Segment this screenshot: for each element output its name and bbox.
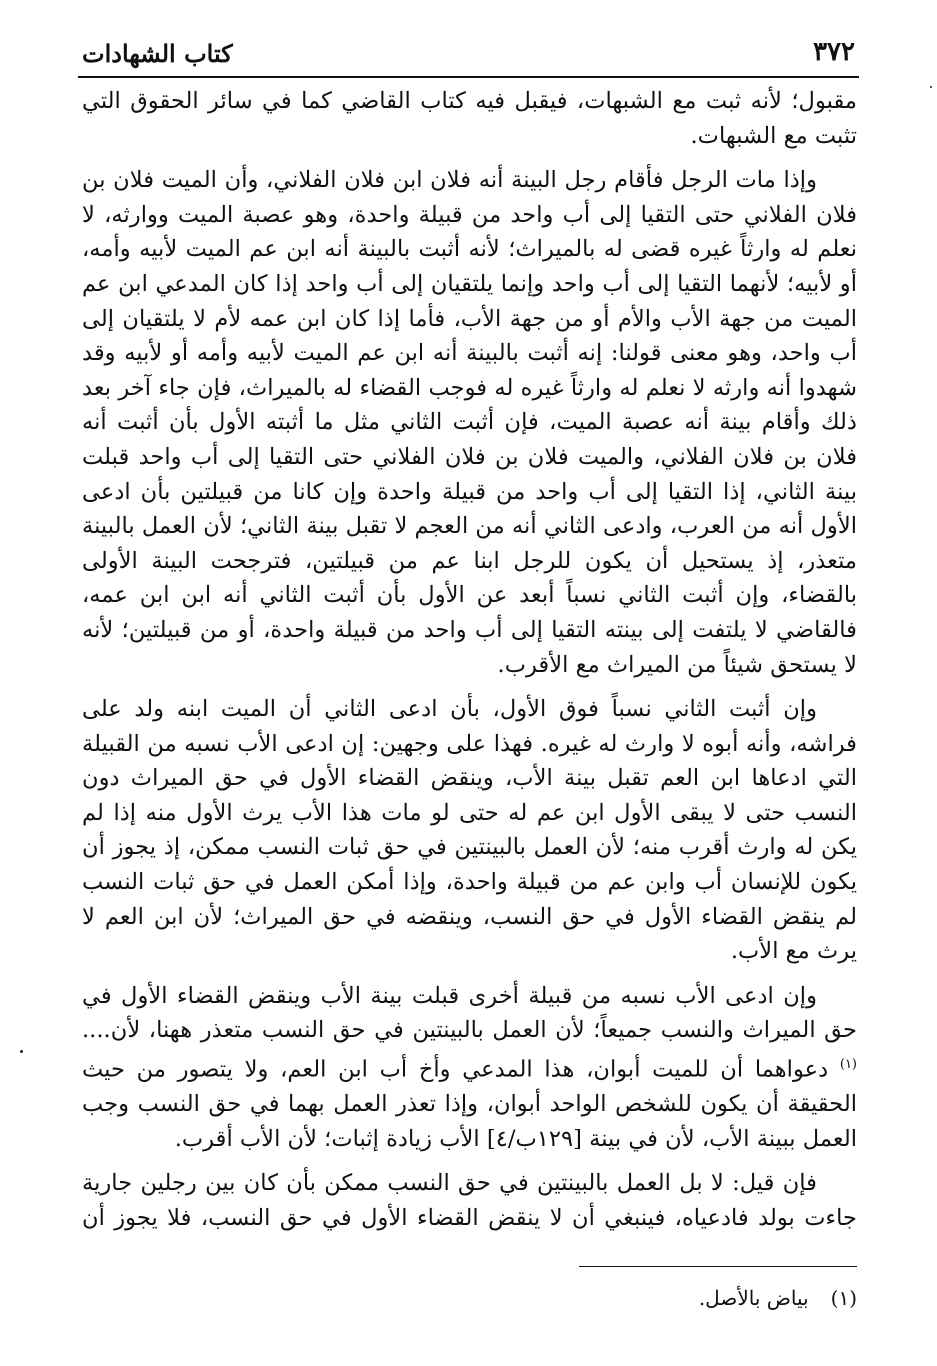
paragraph-4-part-2: دعواهما أن للميت أبوان، هذا المدعي وأخ أب ابن العم، ولا يتصور من حيث الحقيقة أن يكون للشخص الواحد أبوان، وإذا تعذر العمل بهما في حق النسب وجب العمل ببينة الأب، لأن في بينة [١٢٩ب/٤] الأب زيادة إثبات؛ لأن الأب أقرب.	[82, 1056, 857, 1152]
footnote-reference: (١)	[839, 1057, 857, 1073]
paragraph-4	[82, 979, 857, 1157]
footnote	[82, 1284, 857, 1312]
paragraph-1: مقبول؛ لأنه ثبت مع الشبهات، فيقبل فيه كتاب القاضي كما في سائر الحقوق التي تثبت مع الشبهات.	[82, 88, 857, 149]
main-text	[82, 84, 857, 1236]
running-head	[78, 34, 859, 74]
footnote-rule	[579, 1266, 857, 1267]
header-rule	[78, 76, 859, 78]
footnote-text: بياض بالأصل.	[698, 1286, 809, 1310]
paragraph-4-part-1: وإن ادعى الأب نسبه من قبيلة أخرى قبلت بينة الأب وينقض القضاء الأول في حق الميراث والنسب جميعاً؛ لأن العمل بالبينتين في حق النسب متعذر ههنا، لأن....	[82, 982, 857, 1044]
scan-speck	[20, 1050, 23, 1053]
running-title: كتاب الشهادات	[82, 39, 233, 68]
paragraph-2: وإذا مات الرجل فأقام رجل البينة أنه فلان ابن فلان الفلاني، وأن الميت فلان بن فلان الفلاني حتى التقيا إلى أب واحد من قبيلة واحدة، وهو عصبة الميت ووارثه، لا نعلم له وارثاً غيره قضى له بالميراث؛ لأنه أثبت بالبينة أنه ابن عم الميت لأبيه وأمه، أو لأبيه؛ لأنهما التقيا إلى أب واحد وإنما يلتقيان إلى أب واحد إذا كان المدعي ابن عم الميت من جهة الأب والأم أو من جهة الأب، فأما إذا كان ابن عمه لأم لا يلتقيان إلى أب واحد، وهو معنى قولنا: إنه أثبت بالبينة أنه ابن عم الميت لأبيه وأمه أو لأبيه وقد شهدوا أنه وارثه لا نعلم له وارثاً غيره له فوجب القضاء له بالميراث، فإن جاء آخر بعد ذلك وأقام بينة أنه عصبة الميت، فإن أثبت الثاني مثل ما أثبته الأول بأن أثبت أنه فلان بن فلان الفلاني، والميت فلان بن فلان الفلاني حتى التقيا إلى أب واحد قبلت بينة الثاني، إذا التقيا إلى أب واحد من قبيلة واحدة وإن كانا من قبيلتين بأن ادعى الأول أنه من العرب، وادعى الثاني أنه من العجم لا تقبل بينة الثاني؛ لأن العمل بالبينة متعذر، إذ يستحيل أن يكون للرجل ابنا عم من قبيلتين، فترجحت البينة الأولى بالقضاء، وإن أثبت الثاني نسباً أبعد عن الأول بأن أثبت الثاني أنه ابن ابن عمه، فالقاضي لا يلتفت إلى بينته التقيا إلى أب واحد من قبيلة واحدة، أو من قبيلتين؛ لأنه لا يستحق شيئاً من الميراث مع الأقرب.	[82, 167, 857, 678]
page-number: ٣٧٢	[813, 37, 855, 67]
footnote-mark: (١)	[830, 1286, 857, 1310]
paragraph-5: فإن قيل: لا بل العمل بالبينتين في حق النسب ممكن بأن كان بين رجلين جارية جاءت بولد فادعياه، فينبغي أن لا ينقض القضاء الأول في حق النسب، فلا يجوز أن	[82, 1170, 857, 1231]
paragraph-3: وإن أثبت الثاني نسباً فوق الأول، بأن ادعى الثاني أن الميت ابنه ولد على فراشه، وأنه أبوه لا وارث له غيره. فهذا على وجهين: إن ادعى الأب نسبه من القبيلة التي ادعاها ابن العم تقبل بينة الأب، وينقض القضاء الأول في حق الميراث دون النسب حتى لا يبقى الأول ابن عم له حتى لو مات هذا الأب يرث الأول منه إذا لم يكن له وارث أقرب منه؛ لأن العمل بالبينتين في حق ثبات النسب ممكن، إذ يجوز أن يكون للإنسان أب وابن عم من قبيلة واحدة، وإذا أمكن العمل في حق ثبات النسب لم ينقض القضاء الأول في حق النسب، وينقضه في حق الميراث؛ لأن ابن العم لا يرث مع الأب.	[82, 696, 857, 965]
scan-speck	[930, 86, 932, 88]
